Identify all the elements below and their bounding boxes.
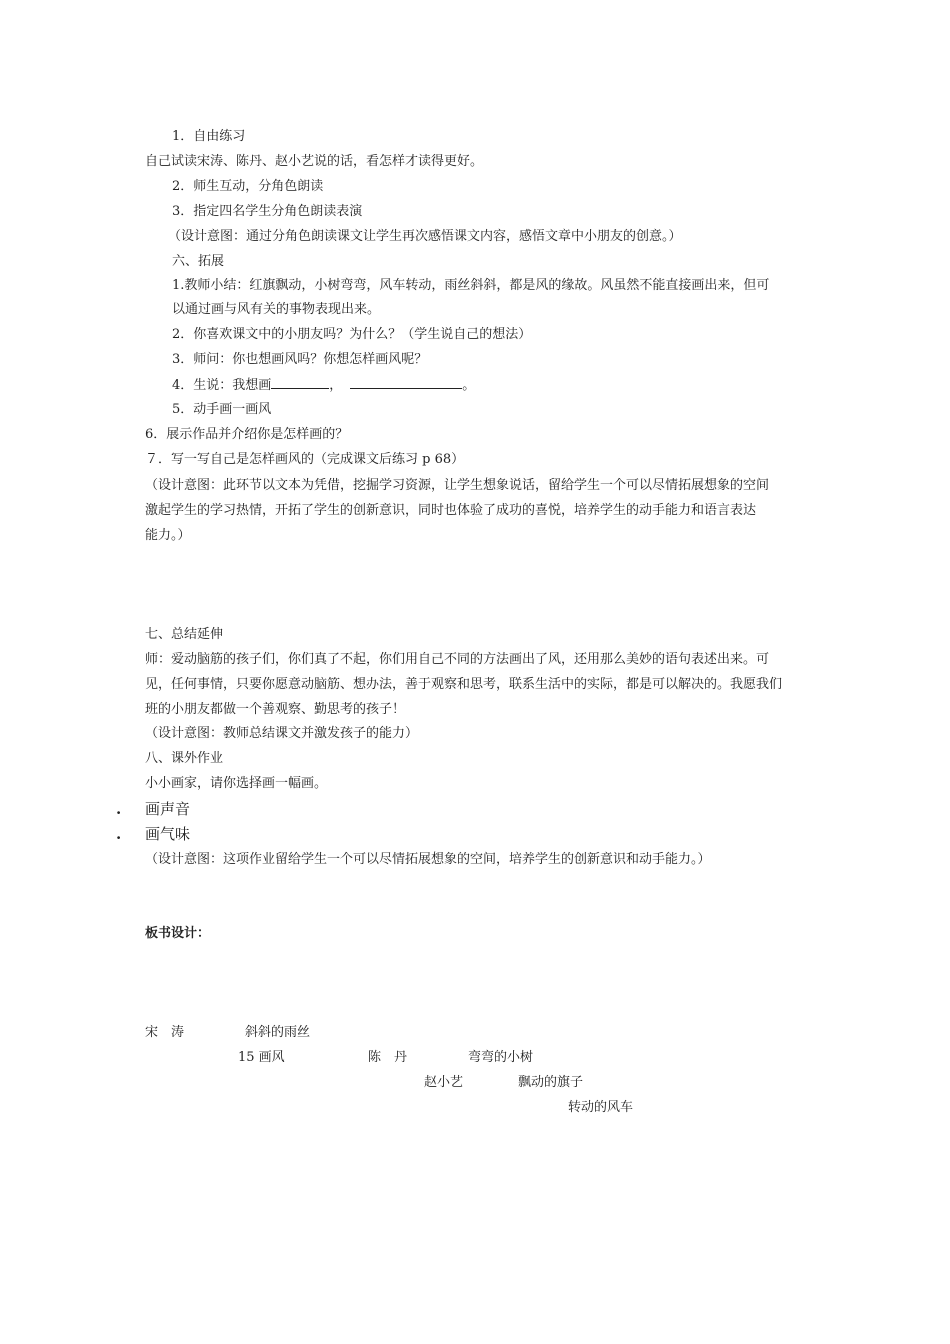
homework-desc: 小小画家，请你选择画一幅画。: [145, 776, 328, 791]
student-says-end: 。: [462, 378, 476, 393]
board-windmill: 转动的风车: [568, 1100, 634, 1115]
summary-line3: 班的小朋友都做一个善观察、勤思考的孩子！: [145, 702, 406, 717]
item-free-practice-desc: 自己试读宋涛、陈丹、赵小艺说的话，看怎样才读得更好。: [145, 154, 484, 169]
board-name-songtao: 宋 涛: [145, 1025, 185, 1040]
board-slanted-rain: 斜斜的雨丝: [245, 1025, 311, 1040]
board-name-zhaoxiaoyi: 赵小艺: [424, 1075, 464, 1090]
section-heading-extension: 六、拓展: [172, 254, 225, 269]
item-teacher-student-interaction: 2．师生互动，分角色朗读: [172, 179, 324, 194]
homework-option-smell: 画气味: [145, 825, 191, 843]
board-bent-tree: 弯弯的小树: [468, 1050, 534, 1065]
item-free-practice: 1．自由练习: [172, 129, 246, 144]
board-name-chendan: 陈 丹: [368, 1050, 408, 1065]
design-intent-homework: （设计意图：这项作业留给学生一个可以尽情拓展想象的空间，培养学生的创新意识和动手能力。）: [145, 852, 711, 867]
design-intent-extension-line1: （设计意图：此环节以文本为凭借，挖掘学习资源，让学生想象说话，留给学生一个可以尽情拓展想象的空间: [145, 478, 770, 493]
student-says-line: [172, 376, 475, 395]
item-write-how: ７．写一写自己是怎样画风的（完成课文后练习 p 68）: [145, 452, 465, 467]
design-intent-extension-line2: 激起学生的学习热情，开拓了学生的创新意识，同时也体验了成功的喜悦，培养学生的动手能力和语言表达: [145, 503, 757, 518]
bullet-dot: .: [116, 825, 122, 843]
summary-line2: 见，任何事情，只要你愿意动脑筋、想办法，善于观察和思考，联系生活中的实际，都是可以解决的。我愿我们: [145, 677, 783, 692]
teacher-summary-line2: 以通过画与风有关的事物表现出来。: [172, 302, 381, 317]
question-like-children: 2．你喜欢课文中的小朋友吗？为什么？（学生说自己的想法）: [172, 327, 532, 342]
item-show-work: 6．展示作品并介绍你是怎样画的？: [145, 427, 349, 442]
question-how-to-draw: 3．师问：你也想画风吗？你想怎样画风呢？: [172, 352, 428, 367]
section-heading-homework: 八、课外作业: [145, 751, 224, 766]
bullet-dot: .: [116, 800, 122, 818]
teacher-summary-line1: 1.教师小结：红旗飘动，小树弯弯，风车转动，雨丝斜斜，都是风的缘故。风虽然不能直接画出来，但可: [172, 278, 770, 293]
homework-option-sound: 画声音: [145, 800, 191, 818]
design-intent-reading: （设计意图：通过分角色朗读课文让学生再次感悟课文内容，感悟文章中小朋友的创意。）: [168, 229, 682, 244]
summary-line1: 师：爱动脑筋的孩子们，你们真了不起，你们用自己不同的方法画出了风，还用那么美妙的语句表述出来。可: [145, 652, 770, 667]
item-draw-wind: 5．动手画一画风: [172, 402, 272, 417]
board-flag: 飘动的旗子: [518, 1075, 584, 1090]
fill-blank-2: [350, 376, 462, 389]
board-design-heading: 板书设计：: [145, 926, 211, 941]
design-intent-summary: （设计意图：教师总结课文并激发孩子的能力）: [145, 726, 419, 741]
item-role-reading: 3．指定四名学生分角色朗读表演: [172, 204, 363, 219]
student-says-prefix: 4．生说：我想画: [172, 378, 272, 393]
fill-blank-1: [271, 376, 329, 389]
section-heading-summary: 七、总结延伸: [145, 627, 224, 642]
student-says-sep: ，: [329, 378, 343, 393]
design-intent-extension-line3: 能力。）: [145, 528, 191, 543]
board-lesson-title: 15 画风: [238, 1050, 285, 1065]
